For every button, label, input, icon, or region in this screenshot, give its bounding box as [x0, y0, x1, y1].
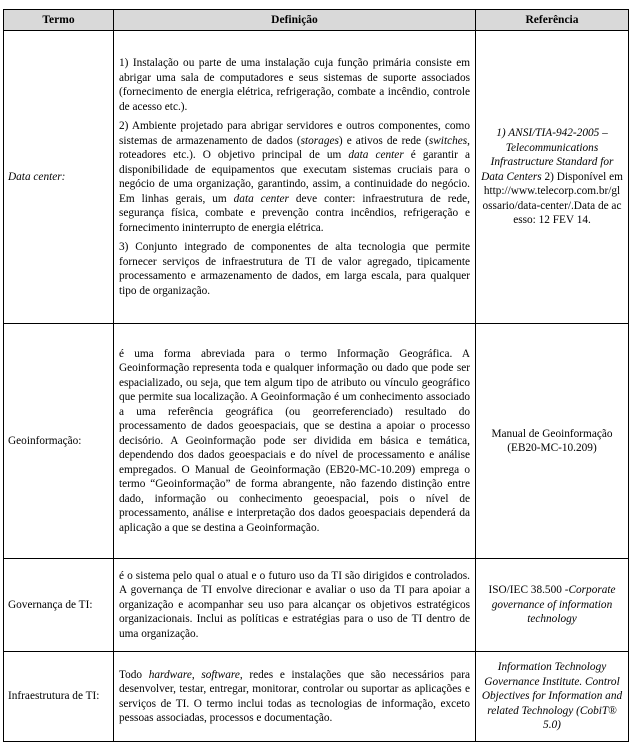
- reference-cell-governanca: [476, 559, 629, 652]
- reference-cell-geoinformacao: Manual de Geoinformação (EB20-MC-10.209): [476, 324, 629, 559]
- text-run: ) e ativos de rede (: [338, 134, 429, 147]
- definition-cell-data-center: [114, 31, 476, 324]
- document-page: [3, 9, 628, 742]
- text-run: é garantir a disponibilidade de equipamentos que executam sistemas cruciais para o negócio de uma organização, garantindo, assim, a continuidade do negócio. Em linhas gerais, um: [119, 149, 470, 205]
- text-run: ,: [191, 668, 202, 681]
- table-row: [4, 559, 629, 652]
- table-row: [4, 652, 629, 742]
- text-run: 2) Ambiente projetado para abrigar servidores e outros componentes, como sistemas de armazenamento de dados (: [119, 120, 470, 147]
- table-row: [4, 324, 629, 559]
- term-cell-infraestrutura: Infraestrutura de TI:: [4, 652, 114, 742]
- text-run: deve conter: infraestrutura de rede, segurança física, combate e prevenção contra incêndios, refrigeração e fornecimento ininterrupto de energia elétrica.: [119, 192, 471, 234]
- definition-cell-geoinformacao: é uma forma abreviada para o termo Informação Geográfica. A Geoinformação representa toda e qualquer informação ou dado que pode ser espacializado, ou seja, que tem algum tipo de atributo ou vínculo geográfico que permite sua localização. A Geoinformação é um conhecimento associado a uma referência geográfica (ou georreferenciado) resultado do processamento de dados geoespaciais, que se destina a apoiar o processo decisório. A Geoinformação pode ser dividida em básica e temática, dependendo dos dados geoespaciais e do nível de processamento e análise empregados. O Manual de Geoinformação (EB20-MC-10.209) emprega o termo “Geoinformação” de forma abrangente, não fazendo distinção entre dado, informação ou conhecimento geoespacial, pois o nível de processamento, análise e interpretação dos dados geoespaciais dependerá da aplicação a que se destina a Geoinformação.: [114, 324, 476, 559]
- table-row: [4, 31, 629, 324]
- header-row: [4, 10, 629, 31]
- reference-italic: 1) ANSI/TIA-942-2005 – Telecommunications Infrastructure Standard for Data Centers: [481, 127, 614, 183]
- definition-paragraph-2: [119, 119, 470, 235]
- italic-run: hardware: [148, 668, 192, 681]
- text-run: , roteadores etc.). O objetivo principal de um: [119, 134, 470, 161]
- text-run: , redes e instalações que são necessários para desenvolver, testar, entregar, monitorar, controlar ou suportar as aplicações e serviços de TI. O termo inclui todas as tecnologias de informação, exceto pessoas associadas, processos e documentação.: [119, 668, 470, 724]
- definition-paragraph-1: 1) Instalação ou parte de uma instalação cuja função primária consiste em abrigar uma sala de computadores e seus sistemas de suporte associados (fornecimento de energia elétrica, refrigeração, combate a incêndio, controle de acesso etc.).: [119, 57, 470, 113]
- definition-cell-governanca: é o sistema pelo qual o atual e o futuro uso da TI são dirigidos e controlados. A governança de TI envolve direcionar e avaliar o uso da TI para apoiar a organização e acompanhar seu uso para alcançar os objetivos estratégicos organizacionais. Inclui as políticas e estratégias para o uso de TI dentro de uma organização.: [114, 559, 476, 652]
- reference-cell-infraestrutura: Information Technology Governance Institute. Control Objectives for Information and related Technology (CobiT® 5.0): [476, 652, 629, 742]
- definition-paragraph-3: 3) Conjunto integrado de componentes de alta tecnologia que permite fornecer serviços de infraestrutura de TI de valor agregado, tipicamente processamento e armazenamento de dados, em larga escala, para qualquer tipo de organização.: [119, 241, 470, 297]
- header-term: Termo: [4, 10, 114, 31]
- reference-cell-data-center: [476, 31, 629, 324]
- header-definition: Definição: [114, 10, 476, 31]
- term-cell-geoinformacao: Geoinformação:: [4, 324, 114, 559]
- definition-cell-infraestrutura: [114, 652, 476, 742]
- italic-run: software: [201, 668, 240, 681]
- italic-run: switches: [428, 134, 468, 147]
- reference-italic: -Corporate governance of information technology: [491, 584, 616, 626]
- header-reference: Referência: [476, 10, 629, 31]
- glossary-table: [3, 9, 629, 742]
- reference-text: ISO/IEC 38.500: [488, 584, 562, 597]
- italic-run: data center: [348, 149, 404, 161]
- term-cell-data-center: Data center:: [4, 31, 114, 324]
- italic-run: data center: [233, 192, 289, 205]
- text-run: Todo: [119, 668, 149, 681]
- reference-text: 2) Disponível em http://www.telecorp.com.br/glossario/data-center/.Data de acesso: 12 FEV 14.: [482, 170, 623, 227]
- italic-run: storages: [300, 134, 339, 147]
- term-cell-governanca: Governança de TI:: [4, 559, 114, 652]
